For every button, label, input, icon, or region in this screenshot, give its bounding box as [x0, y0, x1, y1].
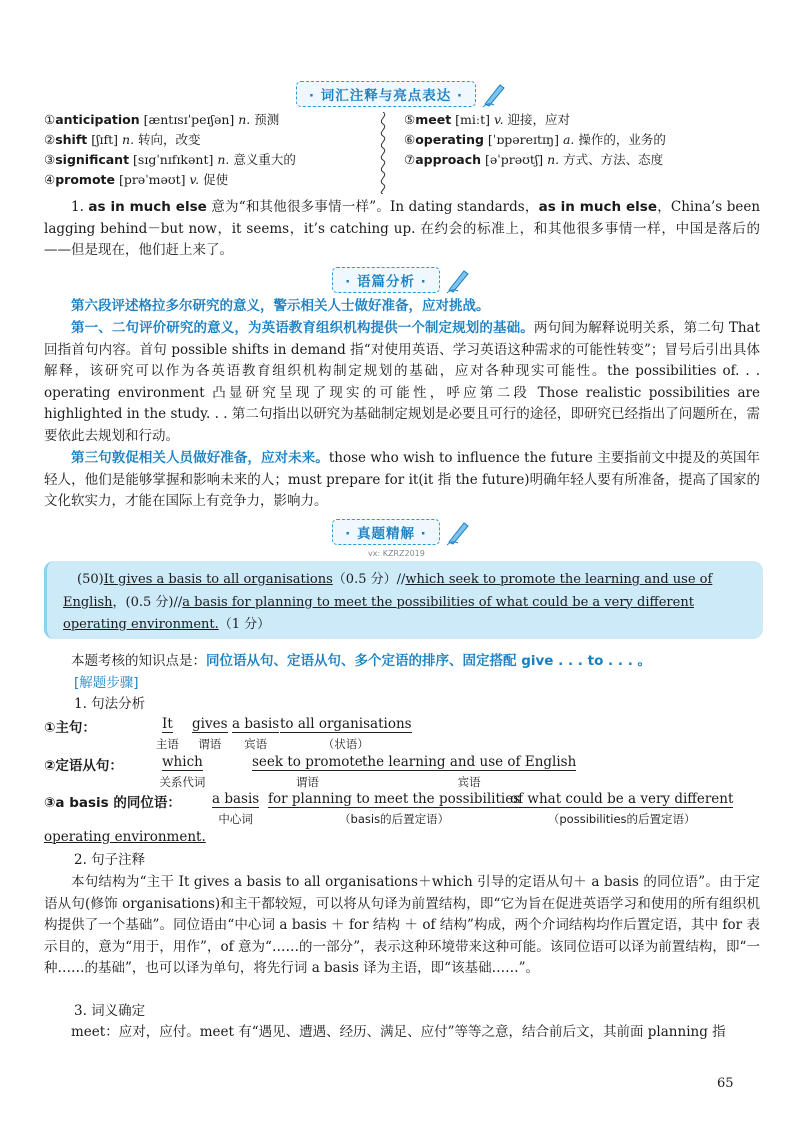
syntax-role-label: 主语 [155, 737, 179, 751]
vocab-ipa: [prəˈməʊt] [114, 172, 190, 187]
answer-banner-title: · 真题精解 · [332, 519, 440, 545]
pen-icon [444, 518, 472, 546]
note-text-1: 意为“和其他很多事情一样”。In dating standards， [211, 199, 539, 215]
s1-title [74, 694, 374, 716]
syntax-segment: for planning to meet the possibilities [268, 791, 521, 807]
syntax-row-1-label: ①主句： [44, 720, 96, 736]
analysis-heading-text: 第六段评述格拉多尔研究的意义，警示相关人士做好准备，应对挑战。 [71, 298, 490, 314]
vocab-meaning: 操作的，业务的 [574, 132, 666, 147]
syntax-row-1 [44, 716, 760, 756]
vocab-number: ⑦ [404, 152, 416, 167]
note-phrase-2: as in much else [538, 199, 657, 215]
vocab-number: ⑤ [404, 112, 416, 127]
vocab-item [44, 130, 374, 150]
syntax-segment: of what could be a very different [510, 791, 734, 807]
analysis-paragraph-1 [44, 318, 760, 447]
answer-text [63, 569, 753, 637]
s3-paragraph [44, 1022, 760, 1044]
vocab-item [404, 150, 744, 170]
answer-banner [44, 518, 760, 546]
knowledge-lead: 本题考核的知识点是： [71, 653, 206, 669]
vocab-number: ⑥ [404, 132, 416, 147]
syntax-row-2-label: ②定语从句： [44, 758, 123, 774]
syntax-segment: the learning and use of English [362, 754, 577, 770]
pen-icon [444, 266, 472, 294]
vocab-banner-title: · 词汇注释与亮点表达 · [296, 81, 476, 107]
syntax-role-label: 中心词 [218, 812, 253, 826]
syntax-segment: seek to promote [252, 754, 363, 770]
vocab-item [44, 110, 374, 130]
s2-paragraph [44, 872, 760, 980]
syntax-row-3-tail [44, 827, 760, 849]
syntax-row-3-tail-text: operating environment. [44, 829, 206, 845]
answer-score-2: ，(0.5 分)// [112, 594, 183, 610]
vocab-item [404, 130, 744, 150]
syntax-segment: gives [192, 716, 228, 732]
s3-title-text: 3. 词义确定 [74, 1003, 146, 1019]
vocab-word: operating [415, 132, 484, 147]
syntax-segment: a basis [232, 716, 280, 732]
analysis-p2-lead: 第三句敦促相关人员做好准备，应对未来。 [71, 450, 329, 466]
analysis-banner-title: · 语篇分析 · [332, 267, 440, 293]
vocab-pos: v. [493, 112, 504, 127]
vocab-pos: n. [122, 132, 135, 147]
vocab-ipa: [miːt] [451, 112, 494, 127]
syntax-role-label: （basis的后置定语） [339, 812, 450, 826]
syntax-role-label: （possibilities的后置定语） [547, 812, 696, 826]
vocab-number: ③ [44, 152, 56, 167]
syntax-segment: It [162, 716, 173, 732]
s3-title [74, 1001, 374, 1023]
syntax-segment: a basis [212, 791, 260, 807]
vocab-item [44, 170, 374, 190]
syntax-role-label: 宾语 [457, 775, 481, 789]
vocab-number: ④ [44, 172, 56, 187]
note-1 [44, 197, 760, 262]
answer-part-1: It gives a basis to all organisations [103, 572, 333, 587]
steps-title [74, 673, 374, 695]
syntax-segment: to all organisations [280, 716, 412, 732]
syntax-role-label: （状语） [322, 737, 369, 751]
vocab-word: promote [55, 172, 115, 187]
vocab-ipa: [æntɪsɪˈpeɪʃən] [139, 112, 239, 127]
vocab-ipa: [ˈɒpəreɪtɪŋ] [483, 132, 563, 147]
vocab-meaning: 迎接，应对 [503, 112, 571, 127]
syntax-row-3 [44, 791, 760, 831]
vocab-ipa: [ʃɪft] [87, 132, 123, 147]
syntax-row-3-label: ③a basis 的同位语： [44, 795, 181, 811]
vocab-meaning: 促使 [199, 172, 229, 187]
vocab-word: anticipation [55, 112, 140, 127]
vocab-item [44, 150, 374, 170]
s3-text: meet：应对，应付。meet 有“遇见、遭遇、经历、满足、应付”等等之意，结合前后文，其前面 planning 指 [71, 1024, 726, 1040]
vocab-word: meet [415, 112, 452, 127]
steps-title-text: [解题步骤] [74, 675, 139, 691]
syntax-segment: which [162, 754, 203, 770]
s2-text: 本句结构为“主干 It gives a basis to all organisations＋which 引导的定语从句＋ a basis 的同位语”。由于定语从句(修饰 organisations)和主干都较短，可以将从句译为前置结构，即“它为旨在促进英语学习和使用的所有组织机构提供了一个基础”。同位语由“中心词 a basis ＋ for 结构 ＋ of 结构”构成，两个介词结构均作后置定语，其中 for 表示目的，意为“用于，用作”，of 意为“……的一部分”，表示这种环境带来这种可能。该同位语可以译为前置结构，即“一种……的基础”，也可以译为单句，将先行词 a basis 译为主语，即“该基础……”。 [44, 874, 760, 976]
syntax-role-label: 宾语 [244, 737, 268, 751]
spiral-divider [376, 112, 390, 194]
analysis-p1-lead: 第一、二句评价研究的意义，为英语教育组织机构提供一个制定规划的基础。 [71, 320, 534, 336]
vocab-item [404, 110, 744, 130]
watermark: vx: KZRZ2019 [368, 549, 425, 558]
vocab-pos: n. [238, 112, 251, 127]
vocab-meaning: 意义重大的 [229, 152, 296, 167]
knowledge-points: 同位语从句、定语从句、多个定语的排序、固定搭配 give . . . to . . . 。 [206, 653, 652, 669]
syntax-role-label: 谓语 [295, 775, 319, 789]
vocab-list [44, 110, 760, 190]
note-text-2: ，China’s been lagging behind－but now，it seems，it’s catching up. 在约会的标准上，和其他很多事情一样，中国是落后的——但是现在，他们赶上来了。 [44, 199, 761, 258]
vocab-word: approach [415, 152, 482, 167]
vocab-word: shift [55, 132, 88, 147]
answer-part-3a: a basis for planning to meet the possibilities of what could be a very different [182, 594, 694, 610]
s2-title [74, 850, 374, 872]
knowledge-line [44, 651, 760, 673]
answer-part-3b: operating environment. [63, 617, 219, 632]
syntax-role-label: 关系代词 [159, 775, 206, 789]
vocab-pos: a. [562, 132, 575, 147]
analysis-paragraph-2 [44, 448, 760, 513]
syntax-row-2 [44, 754, 760, 794]
answer-part-2a: which seek to promote the learning and use of [405, 572, 713, 587]
answer-score-1: （0.5 分）// [332, 572, 406, 587]
vocab-pos: n. [217, 152, 230, 167]
analysis-p1-text: 两句间为解释说明关系，第二句 That 回指首句内容。首句 possible shifts in demand 指“对使用英语、学习英语这种需求的可能性转变”；冒号后引出具体解释，该研究可以作为各英语教育组织机构制定规划的基础，应对各种现实可能性。the possibilities of. . . operating environment 凸显研究呈现了现实的可能性，呼应第二段 Those realistic possibilities are highlighted in the study. . . 第二句指出以研究为基础制定规划是必要且可行的途径，即研究已经指出了问题所在，需要依此去规划和行动。 [44, 320, 761, 444]
vocab-number: ② [44, 132, 56, 147]
vocab-right-column [404, 110, 744, 170]
note-phrase: as in much else [88, 199, 207, 215]
syntax-role-label: 谓语 [198, 737, 222, 751]
answer-box [44, 561, 763, 639]
pen-icon [480, 80, 508, 108]
analysis-banner [44, 266, 760, 294]
vocab-pos: n. [547, 152, 560, 167]
answer-score-3: （1 分） [218, 617, 271, 632]
vocab-banner [44, 80, 760, 108]
page-number: 65 [717, 1076, 734, 1091]
answer-number: (50) [77, 572, 104, 587]
analysis-p2-text: those who wish to influence the future 主要指前文中提及的英国年轻人，他们是能够掌握和影响未来的人；must prepare for it(it 指 the future)明确年轻人要有所准备，提高了国家的文化软实力，才能在国际上有竞争力，影响力。 [44, 450, 761, 509]
vocab-ipa: [əˈprəʊtʃ] [481, 152, 548, 167]
vocab-left-column [44, 110, 374, 190]
vocab-meaning: 预测 [250, 112, 280, 127]
vocab-meaning: 方式、方法、态度 [559, 152, 664, 167]
vocab-pos: v. [189, 172, 200, 187]
analysis-heading [44, 296, 760, 318]
s1-title-text: 1. 句法分析 [74, 696, 146, 712]
s2-title-text: 2. 句子注释 [74, 852, 146, 868]
vocab-word: significant [55, 152, 130, 167]
vocab-ipa: [sɪgˈnɪfɪkənt] [129, 152, 218, 167]
vocab-number: ① [44, 112, 56, 127]
answer-part-2b: English [63, 594, 113, 610]
vocab-meaning: 转向，改变 [134, 132, 201, 147]
note-number: 1. [71, 199, 84, 215]
